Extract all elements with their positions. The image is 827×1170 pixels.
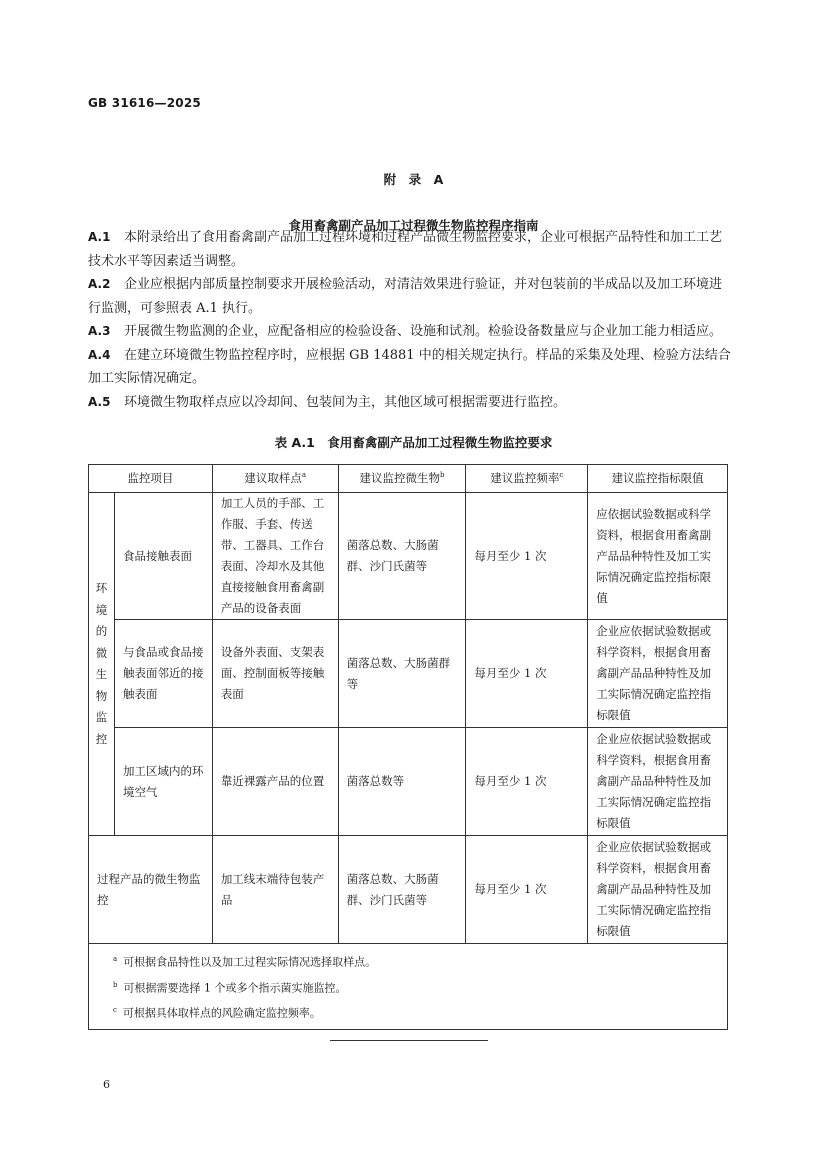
row-frequency: 每月至少 1 次 bbox=[466, 728, 588, 836]
clause-text: 在建立环境微生物监控程序时，应根据 GB 14881 中的相关规定执行。样品的采集及处理、检验方法结合加工实际情况确定。 bbox=[88, 347, 731, 386]
clause-number: A.1 bbox=[88, 230, 111, 244]
row-item: 与食品或食品接触表面邻近的接触表面 bbox=[114, 620, 212, 728]
row-microbes: 菌落总数等 bbox=[338, 728, 466, 836]
table-row bbox=[89, 620, 728, 728]
row-frequency: 每月至少 1 次 bbox=[466, 493, 588, 620]
row-limit: 应依据试验数据或科学资料，根据食用畜禽副产品品种特性及加工实际情况确定监控指标限值 bbox=[588, 493, 728, 620]
table-header-row bbox=[89, 465, 728, 493]
row-points: 靠近裸露产品的位置 bbox=[212, 728, 338, 836]
row-frequency: 每月至少 1 次 bbox=[466, 836, 588, 944]
row-item: 加工区域内的环境空气 bbox=[114, 728, 212, 836]
header-frequency: 建议监控频率$^c$ bbox=[466, 465, 588, 493]
clause-a3 bbox=[88, 320, 733, 344]
header-item: 监控项目 bbox=[89, 465, 213, 493]
clause-list bbox=[88, 226, 733, 414]
table-row bbox=[89, 493, 728, 620]
table-note: $^b$ 可根据需要选择 1 个或多个指示菌实施监控。 bbox=[113, 980, 347, 995]
header-microbes: 建议监控微生物$^b$ bbox=[338, 465, 466, 493]
standard-code: GB 31616—2025 bbox=[88, 96, 201, 110]
clause-text: 开展微生物监测的企业，应配备相应的检验设备、设施和试剂。检验设备数量应与企业加工能力相适应。 bbox=[124, 324, 723, 339]
env-monitoring-group: 环 境 的 微 生 物 监 控 bbox=[89, 493, 115, 836]
row-limit: 企业应依据试验数据或科学资料，根据食用畜禽副产品品种特性及加工实际情况确定监控指标限值 bbox=[588, 836, 728, 944]
clause-a4 bbox=[88, 344, 733, 391]
clause-number: A.2 bbox=[88, 277, 111, 291]
page-number: 6 bbox=[103, 1078, 110, 1091]
clause-text: 本附录给出了食用畜禽副产品加工过程环境和过程产品微生物监控要求，企业可根据产品特性和加工工艺技术水平等因素适当调整。 bbox=[88, 230, 723, 269]
header-limit: 建议监控指标限值 bbox=[588, 465, 728, 493]
clause-text: 企业应根据内部质量控制要求开展检验活动，对清洁效果进行验证，并对包装前的半成品以及加工环境进行监测，可参照表 A.1 执行。 bbox=[88, 277, 723, 316]
clause-a2 bbox=[88, 273, 733, 320]
row-points: 加工线末端待包装产品 bbox=[212, 836, 338, 944]
appendix-title: 食用畜禽副产品加工过程微生物监控程序指南 bbox=[288, 218, 539, 233]
table-note: $^a$ 可根据食品特性以及加工过程实际情况选择取样点。 bbox=[113, 955, 377, 969]
row-microbes: 菌落总数、大肠菌群、沙门氏菌等 bbox=[338, 836, 466, 944]
clause-number: A.4 bbox=[88, 347, 111, 362]
row-limit: 企业应依据试验数据或科学资料，根据食用畜禽副产品品种特性及加工实际情况确定监控指标限值 bbox=[588, 620, 728, 728]
clause-number: A.3 bbox=[88, 324, 111, 338]
header-points: 建议取样点$^a$ bbox=[212, 465, 338, 493]
monitoring-table bbox=[88, 464, 728, 1030]
clause-a5 bbox=[88, 391, 733, 415]
row-frequency: 每月至少 1 次 bbox=[466, 620, 588, 728]
row-item: 过程产品的微生物监控 bbox=[89, 836, 213, 944]
row-item: 食品接触表面 bbox=[114, 493, 212, 620]
row-microbes: 菌落总数、大肠菌群等 bbox=[338, 620, 466, 728]
end-rule bbox=[330, 1040, 488, 1041]
row-points: 设备外表面、支架表面、控制面板等接触表面 bbox=[212, 620, 338, 728]
appendix-label: 附 录 A bbox=[383, 172, 444, 187]
table-caption: 表 A.1 食用畜禽副产品加工过程微生物监控要求 bbox=[274, 435, 553, 450]
clause-a1 bbox=[88, 226, 733, 273]
table-row bbox=[89, 728, 728, 836]
clause-text: 环境微生物取样点应以冷却间、包装间为主，其他区域可根据需要进行监控。 bbox=[124, 394, 567, 410]
table-note: $^c$ 可根据具体取样点的风险确定监控频率。 bbox=[113, 1006, 321, 1020]
clause-number: A.5 bbox=[88, 394, 111, 409]
table-notes-row bbox=[89, 944, 728, 1030]
row-points: 加工人员的手部、工作服、手套、传送带、工器具、工作台表面、冷却水及其他直接接触食用畜禽副产品的设备表面 bbox=[212, 493, 338, 620]
row-microbes: 菌落总数、大肠菌群、沙门氏菌等 bbox=[338, 493, 466, 620]
table-row bbox=[89, 836, 728, 944]
table-notes bbox=[89, 944, 728, 1030]
row-limit: 企业应依据试验数据或科学资料，根据食用畜禽副产品品种特性及加工实际情况确定监控指标限值 bbox=[588, 728, 728, 836]
